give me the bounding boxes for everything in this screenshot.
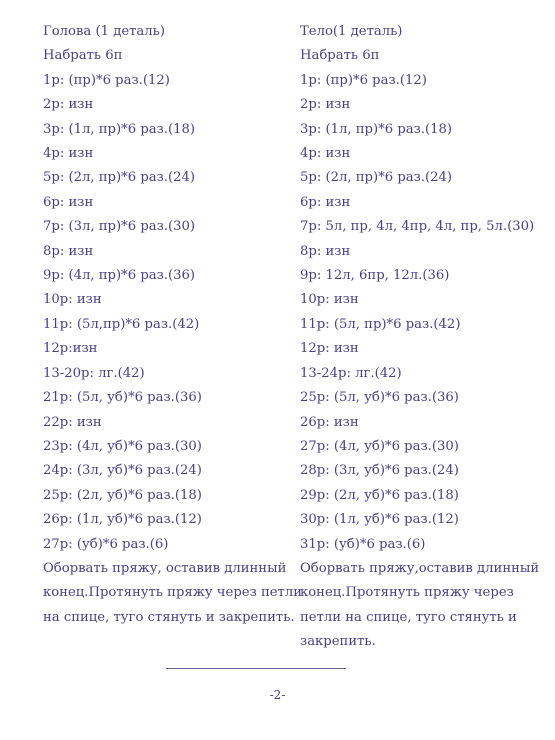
instruction-row: 13-24р: лг.(42) [300, 365, 402, 381]
instruction-row: 22р: изн [43, 414, 102, 430]
instruction-row: 27р: (4л, уб)*6 раз.(30) [300, 438, 459, 454]
instruction-row: 2р: изн [43, 97, 94, 113]
instruction-row: 4р: изн [300, 146, 351, 162]
instruction-row: 9р: (4л, пр)*6 раз.(36) [43, 268, 196, 284]
instruction-row: 26р: (1л, уб)*6 раз.(12) [43, 512, 202, 528]
instruction-row: 25р: (2л, уб)*6 раз.(18) [43, 487, 202, 503]
instruction-row: 24р: (3л, уб)*6 раз.(24) [43, 463, 202, 479]
instruction-row: 7р: (3л, пр)*6 раз.(30) [43, 219, 196, 235]
instruction-row: 26р: изн [300, 414, 359, 430]
instruction-row: 13-20р: лг.(42) [43, 365, 145, 381]
instruction-row: 4р: изн [43, 146, 94, 162]
section-title: Голова (1 деталь) [43, 24, 165, 39]
instruction-row: 1р: (пр)*6 раз.(12) [43, 72, 170, 88]
instruction-row: 30р: (1л, уб)*6 раз.(12) [300, 512, 459, 528]
instruction-row: 28р: (3л, уб)*6 раз.(24) [300, 463, 459, 479]
instruction-row: 3р: (1л, пр)*6 раз.(18) [300, 121, 453, 137]
instruction-row: 12р: изн [300, 341, 359, 357]
instruction-row: 10р: изн [43, 292, 102, 308]
page-number: -2- [269, 688, 286, 702]
instruction-row: 3р: (1л, пр)*6 раз.(18) [43, 121, 196, 137]
body-finishing-text: Оборвать пряжу,оставив длинный конец.Протянуть пряжу через петли на спице, туго стянуть и закрепить. [300, 560, 540, 650]
instruction-row: 23р: (4л, уб)*6 раз.(30) [43, 438, 202, 454]
head-instruction-lines [43, 20, 305, 557]
instruction-row: 21р: (5л, уб)*6 раз.(36) [43, 390, 202, 406]
instruction-row: 8р: изн [300, 243, 351, 259]
instruction-row: 6р: изн [300, 194, 351, 210]
instruction-row: 31р: (уб)*6 раз.(6) [300, 536, 426, 552]
instruction-row: Набрать 6п [43, 48, 123, 64]
instruction-row: 11р: (5л,пр)*6 раз.(42) [43, 316, 200, 332]
head-finishing-text: Оборвать пряжу, оставив длинный конец.Протянуть пряжу через петли на спице, туго стянуть и закрепить. [43, 560, 303, 625]
instruction-row: 11р: (5л, пр)*6 раз.(42) [300, 316, 461, 332]
instruction-row: 9р: 12л, 6пр, 12л.(36) [300, 268, 450, 284]
instruction-row: Набрать 6п [300, 48, 380, 64]
instruction-row: 5р: (2л, пр)*6 раз.(24) [300, 170, 453, 186]
instruction-row: 10р: изн [300, 292, 359, 308]
instruction-row: 12р:изн [43, 341, 98, 357]
head-instructions-column [43, 20, 305, 630]
body-instructions-column [300, 20, 550, 655]
instruction-row: 29р: (2л, уб)*6 раз.(18) [300, 487, 459, 503]
instruction-row: 7р: 5л, пр, 4л, 4пр, 4л, пр, 5л.(30) [300, 219, 535, 235]
section-title: Тело(1 деталь) [300, 24, 403, 39]
instruction-row: 25р: (5л, уб)*6 раз.(36) [300, 390, 459, 406]
instruction-row: 8р: изн [43, 243, 94, 259]
instruction-row: 5р: (2л, пр)*6 раз.(24) [43, 170, 196, 186]
instruction-row: 2р: изн [300, 97, 351, 113]
instruction-row: 27р: (уб)*6 раз.(6) [43, 536, 169, 552]
body-instruction-lines [300, 20, 550, 557]
instruction-row: 6р: изн [43, 194, 94, 210]
footer-divider [166, 668, 346, 669]
instruction-row: 1р: (пр)*6 раз.(12) [300, 72, 427, 88]
